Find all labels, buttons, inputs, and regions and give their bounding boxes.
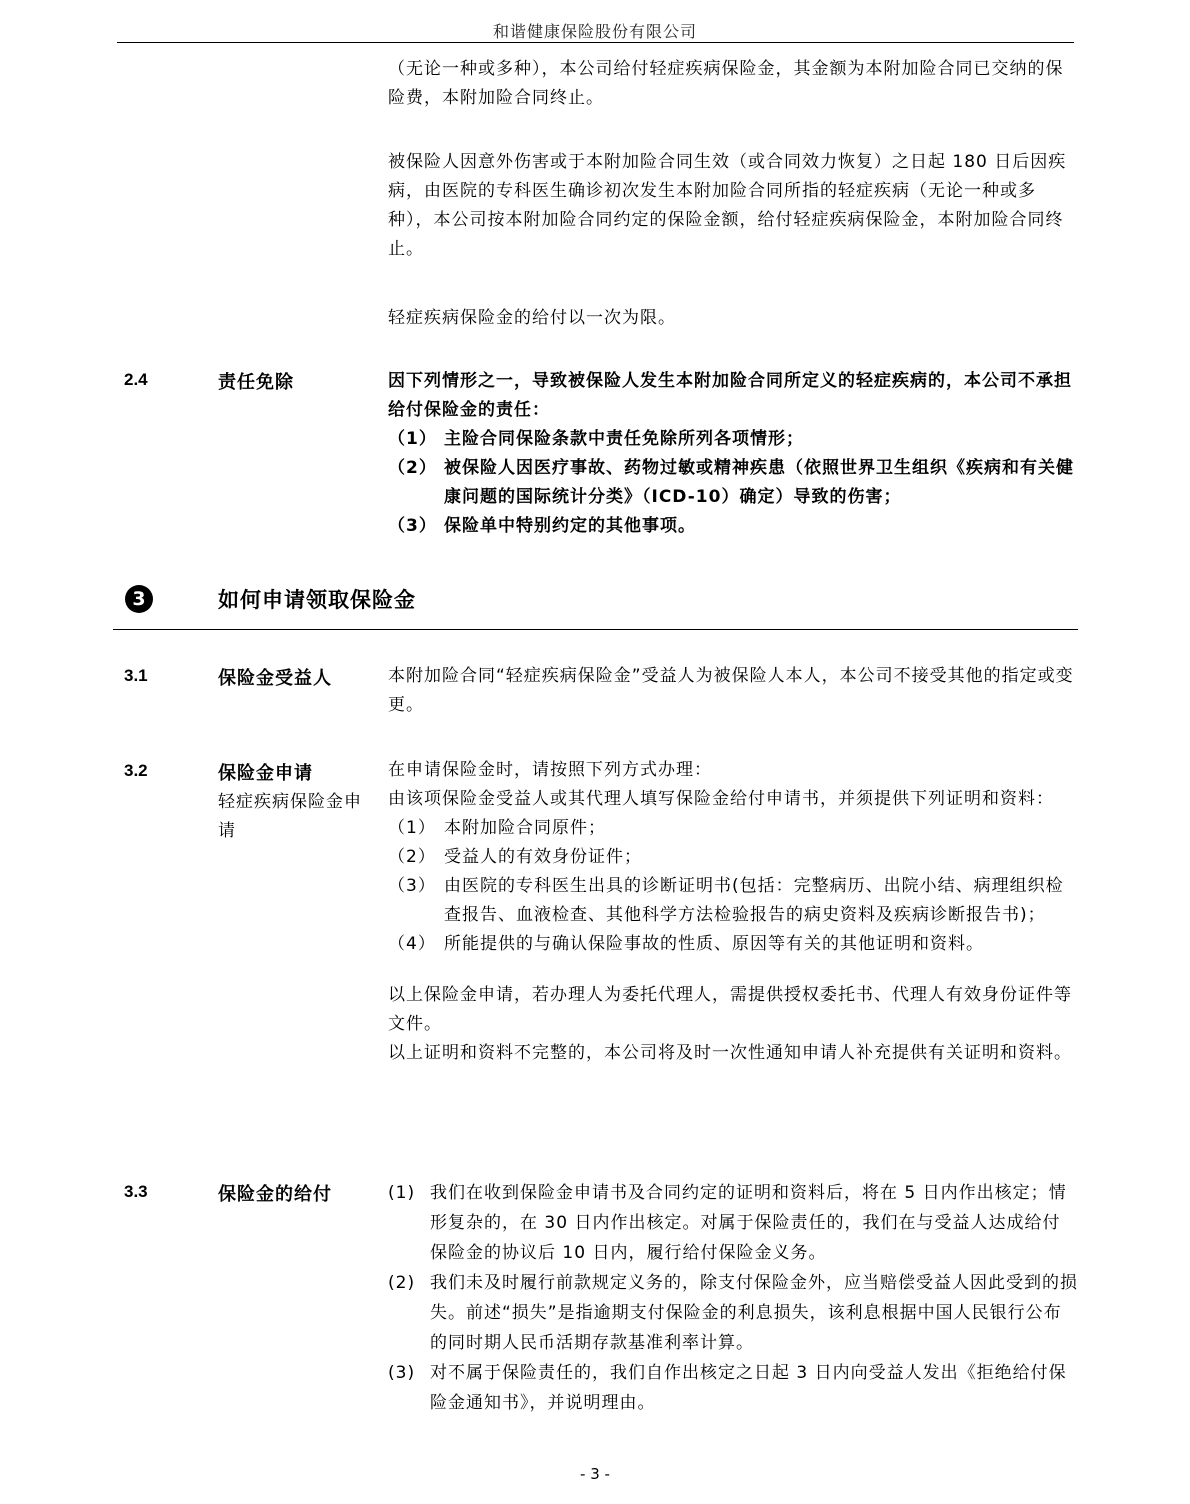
list-text: 对不属于保险责任的，我们自作出核定之日起 3 日内向受益人发出《拒绝给付保险金通知书》，并说明理由。 (430, 1363, 1067, 1413)
list-marker: (3) (388, 1363, 416, 1383)
clause-intro: 由该项保险金受益人或其代理人填写保险金给付申请书，并须提供下列证明和资料： (388, 789, 1054, 809)
list-item (388, 512, 1078, 541)
list-text: 主险合同保险条款中责任免除所列各项情形； (444, 429, 804, 449)
clause-subtitle: 轻症疾病保险金申请 (218, 792, 362, 841)
list-item (388, 454, 1078, 512)
clause-title: 保险金的给付 (218, 1184, 332, 1205)
section-divider (113, 629, 1078, 630)
list-marker: (2) (388, 1273, 416, 1293)
header-divider (117, 42, 1074, 43)
list-item (388, 814, 1078, 843)
list-text: 受益人的有效身份证件； (444, 847, 642, 867)
section-title: 如何申请领取保险金 (218, 588, 416, 612)
list-text: 本附加险合同原件； (444, 818, 606, 838)
clause-number: 3.2 (124, 761, 148, 780)
paragraph: 轻症疾病保险金的给付以一次为限。 (388, 308, 676, 328)
list-marker: （3） (388, 516, 437, 536)
company-header: 和谐健康保险股份有限公司 (492, 22, 697, 41)
clause-intro: 在申请保险金时，请按照下列方式办理： (388, 760, 712, 780)
list-text: 我们在收到保险金申请书及合同约定的证明和资料后，将在 5 日内作出核定；情形复杂的，在 30 日内作出核定。对属于保险责任的，我们在与受益人达成给付保险金的协议后 10 日内，履行给付保险金义务。 (430, 1183, 1067, 1263)
list-marker: （4） (388, 934, 436, 954)
clause-body-24 (388, 367, 1078, 541)
clause-body-32 (388, 756, 1078, 1068)
list-marker: （2） (388, 847, 436, 867)
clause-body-33 (388, 1178, 1078, 1418)
list-item (388, 1358, 1078, 1418)
list-text: 被保险人因医疗事故、药物过敏或精神疾患（依照世界卫生组织《疾病和有关健康问题的国际统计分类》（ICD-10）确定）导致的伤害； (444, 458, 1074, 507)
list-item (388, 425, 1078, 454)
clause-title: 责任免除 (218, 372, 294, 393)
list-item (388, 843, 1078, 872)
list-item (388, 930, 1078, 959)
page-number: - 3 - (580, 1465, 610, 1483)
list-item (388, 1178, 1078, 1268)
list-text: 由医院的专科医生出具的诊断证明书(包括：完整病历、出院小结、病理组织检查报告、血液检查、其他科学方法检验报告的病史资料及疾病诊断报告书)； (444, 876, 1064, 925)
list-marker: （1） (388, 429, 437, 449)
clause-number: 3.3 (124, 1182, 148, 1201)
clause-body-31: 本附加险合同“轻症疾病保险金”受益人为被保险人本人，本公司不接受其他的指定或变更。 (388, 666, 1074, 715)
section-number-icon: 3 (125, 585, 153, 613)
clause-intro: 因下列情形之一，导致被保险人发生本附加险合同所定义的轻症疾病的，本公司不承担给付保险金的责任： (388, 371, 1072, 420)
clause-title: 保险金申请 (218, 763, 313, 784)
list-marker: （1） (388, 818, 436, 838)
list-marker: （3） (388, 876, 436, 896)
list-text: 保险单中特别约定的其他事项。 (444, 516, 696, 536)
clause-number: 3.1 (124, 666, 148, 685)
clause-note: 以上保险金申请，若办理人为委托代理人，需提供授权委托书、代理人有效身份证件等文件。 (388, 985, 1072, 1034)
list-marker: (1) (388, 1183, 416, 1203)
clause-note: 以上证明和资料不完整的，本公司将及时一次性通知申请人补充提供有关证明和资料。 (388, 1043, 1072, 1063)
list-text: 所能提供的与确认保险事故的性质、原因等有关的其他证明和资料。 (444, 934, 984, 954)
list-text: 我们未及时履行前款规定义务的，除支付保险金外，应当赔偿受益人因此受到的损失。前述“损失”是指逾期支付保险金的利息损失，该利息根据中国人民银行公布的同时期人民币活期存款基准利率计算。 (430, 1273, 1078, 1353)
paragraph: （无论一种或多种），本公司给付轻症疾病保险金，其金额为本附加险合同已交纳的保险费，本附加险合同终止。 (388, 59, 1064, 108)
clause-number: 2.4 (124, 370, 148, 389)
list-item (388, 872, 1078, 930)
list-item (388, 1268, 1078, 1358)
paragraph: 被保险人因意外伤害或于本附加险合同生效（或合同效力恢复）之日起 180 日后因疾病，由医院的专科医生确诊初次发生本附加险合同所指的轻症疾病（无论一种或多种），本公司按本附加险合同约定的保险金额，给付轻症疾病保险金，本附加险合同终止。 (388, 152, 1067, 259)
clause-title: 保险金受益人 (218, 668, 332, 689)
list-marker: （2） (388, 458, 437, 478)
